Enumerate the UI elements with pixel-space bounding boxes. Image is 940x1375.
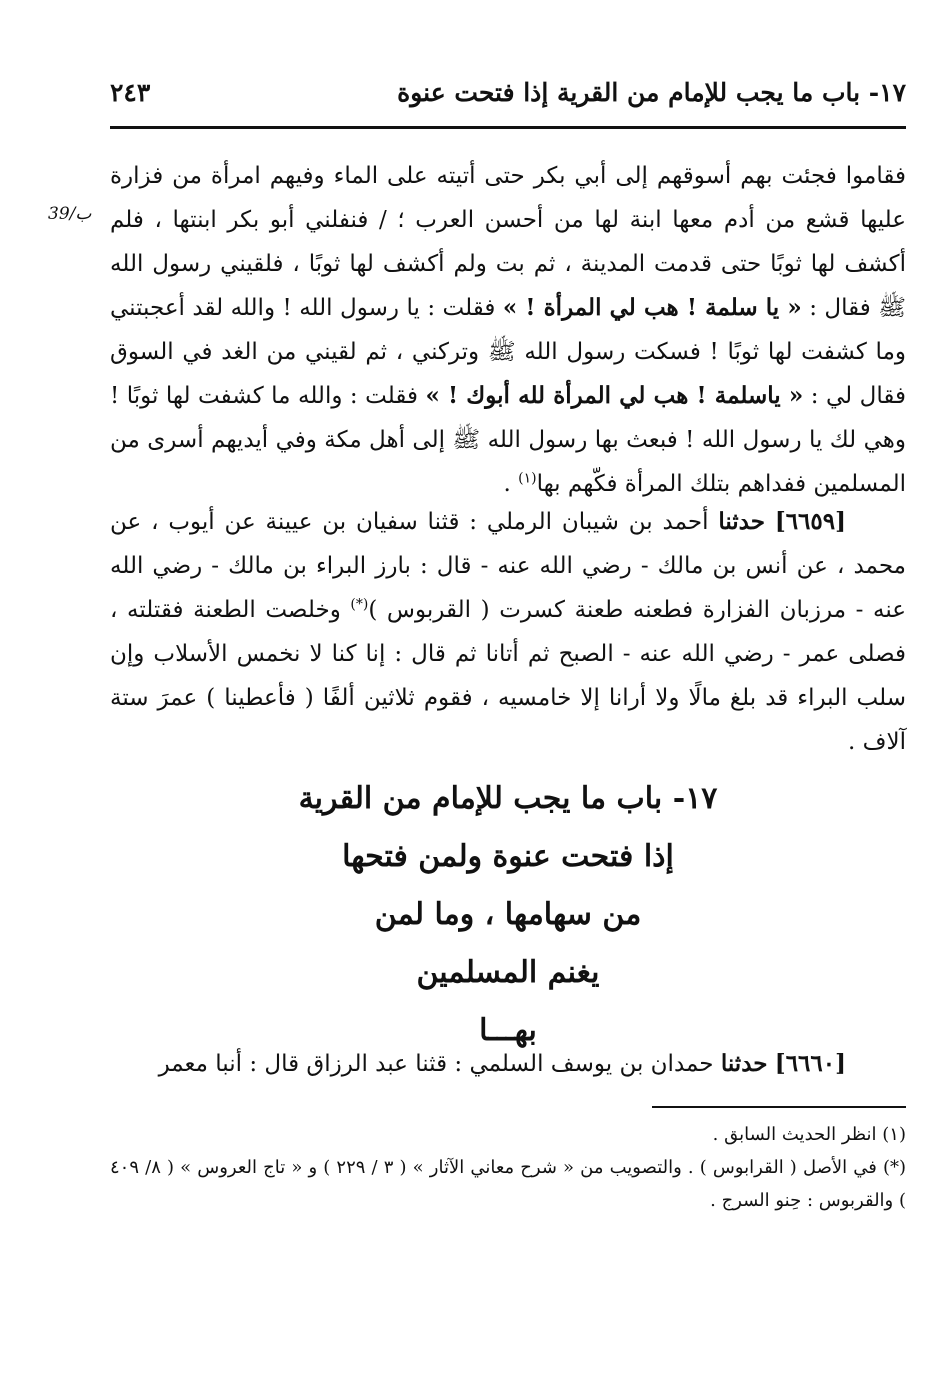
- paragraph-text: [110, 500, 906, 764]
- footnote-ref: (١): [518, 470, 537, 487]
- header-divider: [110, 126, 906, 129]
- hadith-6659: [110, 500, 906, 764]
- text-run: أحمد بن شيبان الرملي : قثنا سفيان بن عيينة عن أيوب ، عن محمد ، عن أنس بن مالك - رضي الله عنه - قال : بارز البراء بن مالك - رضي الله عنه - مرزبان الفزارة فطعنه طعنة كسرت ( القربوس ): [110, 509, 906, 623]
- chapter-heading: [110, 770, 906, 1060]
- narration-keyword: حدثنا: [720, 1050, 768, 1077]
- footnotes: [110, 1118, 906, 1217]
- text-run: حمدان بن يوسف السلمي : قثنا عبد الرزاق قال : أنبا معمر: [158, 1051, 714, 1077]
- running-title: ١٧- باب ما يجب للإمام من القرية إذا فتحت عنوة: [397, 78, 906, 107]
- text-run: فقاموا فجئت بهم أسوقهم إلى أبي بكر حتى أتيته على الماء وفيهم امرأة من فزارة عليها قشع من أدم معها ابنة لها من أحسن العرب ؛ / فنفلني أبو بكر ابنتها ، فلم أكشف لها ثوبًا حتى قدمت المدينة ، ثم بت ولم أكشف لها ثوبًا ، فلقيني رسول الله ﷺ فقال :: [110, 163, 906, 321]
- narration-keyword: حدثنا: [718, 508, 765, 535]
- paragraph-text: [110, 154, 906, 506]
- page-number: ٢٤٣: [110, 78, 151, 107]
- quoted-speech: « يا سلمة ! هب لي المرأة ! »: [502, 294, 802, 321]
- chapter-heading-line: بهـــا: [479, 1013, 537, 1048]
- text-run: فقلت : والله ما كشفت لها ثوبًا ! وهي لك يا رسول الله ! فبعث بها رسول الله ﷺ إلى أهل مكة وفي أيديهم أسرى من المسلمين ففداهم بتلك المرأة فكّهم بها: [110, 383, 906, 497]
- hadith-continuation: [110, 154, 906, 506]
- footnote-divider: [652, 1106, 906, 1108]
- hadith-number: [٦٦٦٠]: [774, 1050, 846, 1077]
- text-run: .: [503, 471, 519, 497]
- chapter-heading-line: ١٧- باب ما يجب للإمام من القرية: [298, 781, 718, 816]
- hadith-6660: [110, 1042, 906, 1086]
- footnote-1: (١) انظر الحديث السابق .: [712, 1124, 906, 1145]
- footnote-ref: (*): [350, 596, 369, 613]
- text-run: وخلصت الطعنة فقتلته ، فصلى عمر - رضي الله عنه - الصبح ثم أتانا ثم قال : إنا كنا لا نخمس الأسلاب وإن سلب البراء قد بلغ مالًا ولا أرانا إلا خامسيه ، فقوم ثلاثين ألفًا ( فأعطينا ) عمرَ ستة آلاف .: [110, 597, 906, 755]
- text-run: فقلت : يا رسول الله ! والله لقد أعجبتني وما كشفت لها ثوبًا ! فسكت رسول الله ﷺ وتركني ، ثم لقيني من الغد في السوق فقال لي :: [110, 295, 906, 409]
- running-header: [110, 78, 906, 118]
- chapter-heading-line: إذا فتحت عنوة ولمن فتحها: [342, 839, 674, 874]
- hadith-number: [٦٦٥٩]: [774, 508, 847, 535]
- chapter-heading-line: يغنم المسلمين: [416, 955, 600, 990]
- chapter-heading-line: من سهامها ، وما لمن: [374, 897, 642, 932]
- quoted-speech: « ياسلمة ! هب لي المرأة لله أبوك ! »: [425, 382, 804, 409]
- manuscript-folio-note: 39/ب: [48, 204, 92, 224]
- paragraph-text: [110, 1042, 906, 1086]
- footnote-2: (*) في الأصل ( القرابوس ) . والتصويب من « شرح معاني الآثار » ( ٣ / ٢٢٩ ) و « تاج العروس » ( ٨/ ٤٠٩ ) والقربوس : حِنو السرج .: [110, 1157, 906, 1211]
